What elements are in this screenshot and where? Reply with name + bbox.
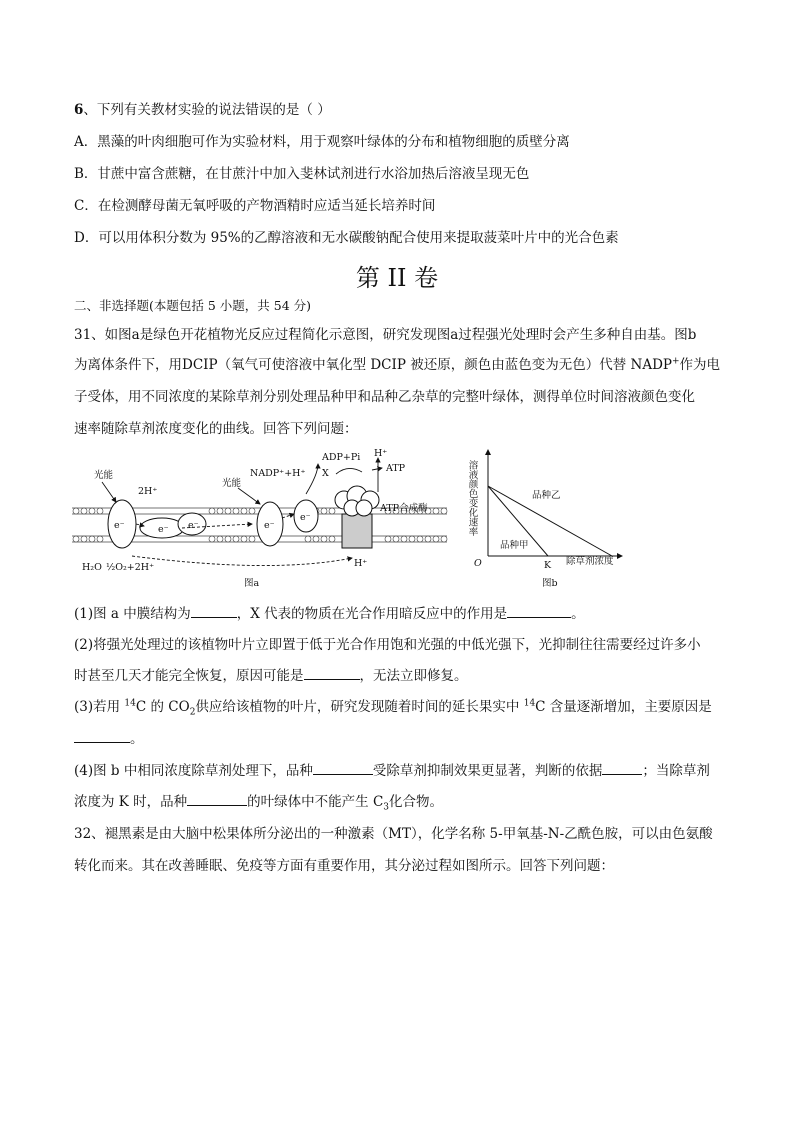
answer-blank-1[interactable]: [191, 603, 237, 618]
answer-blank-5[interactable]: [313, 760, 373, 775]
fig-a-e1: e⁻: [114, 520, 125, 531]
section-title: 第 II 卷: [355, 264, 439, 292]
q31-line2-a: 为离体条件下，用DCIP（氧气可使溶液中氧化型 DCIP 被还原，颜色由蓝色变为无色）代替 NADP: [74, 357, 672, 373]
q31-part3-sup2: 14: [523, 698, 536, 709]
fig-a-atp-synthase: ATP合成酶: [380, 503, 428, 514]
q6-option-c: C．在检测酵母菌无氧呼吸的产物酒精时应适当延长培养时间: [74, 198, 436, 214]
atp-synthase-base: [342, 514, 372, 548]
fig-a-h2o: H₂O: [82, 562, 102, 573]
fig-b-ylabel: 溶液颜色变化速率: [466, 460, 478, 536]
light-arrow-1: [102, 482, 116, 502]
fig-a-e2: e⁻: [158, 524, 169, 535]
q31-part2-b: 时甚至几天才能完全恢复，原因可能是: [74, 668, 304, 684]
atp-arrow: [372, 468, 382, 470]
fig-a-light-1: 光能: [94, 470, 114, 481]
fig-b-series2: 品种甲: [500, 540, 529, 551]
electron-arrow-3: [282, 514, 294, 518]
fig-b-series1: 品种乙: [532, 490, 561, 501]
q6-stem: [74, 100, 331, 120]
q31-line3: 子受体，用不同浓度的某除草剂分别处理品种甲和品种乙杂草的完整叶绿体，测得单位时间溶液颜色变化: [74, 389, 695, 405]
answer-blank-7[interactable]: [187, 791, 247, 806]
q31-line2: [74, 355, 720, 375]
q6-option-d: D．可以用体积分数为 95%的乙醇溶液和无水碳酸钠配合使用来提取菠菜叶片中的光合色素: [74, 230, 619, 246]
q31-part3-b: C 的 CO: [135, 699, 190, 715]
q31-part1-b: ，X 代表的物质在光合作用暗反应中的作用是: [236, 606, 508, 622]
answer-blank-2[interactable]: [507, 603, 571, 618]
fig-a-e3: e⁻: [188, 520, 199, 531]
fig-a-hplus-top: H⁺: [374, 448, 388, 459]
q31-line2-sup: +: [671, 356, 680, 367]
q31-part1-c: 。: [571, 606, 585, 622]
q31-part1-a: (1)图 a 中膜结构为: [74, 606, 191, 622]
q32-line2: 转化而来。其在改善睡眠、免疫等方面有重要作用，其分泌过程如图所示。回答下列问题：: [74, 858, 614, 874]
q31-part4-b: 受除草剂抑制效果更显著，判断的依据: [372, 763, 603, 779]
q31-line4: 速率随除草剂浓度变化的曲线。回答下列问题：: [74, 421, 358, 437]
figure-b: [462, 446, 642, 592]
q31-part1: [74, 603, 585, 624]
answer-blank-3[interactable]: [304, 665, 360, 680]
fig-a-x: X: [322, 468, 329, 479]
answer-blank-6[interactable]: [602, 760, 642, 775]
nadph-arrow: [306, 464, 318, 494]
fig-b-caption: 图b: [542, 578, 558, 589]
fig-b-xlabel: 除草剂浓度: [566, 556, 614, 567]
section-header: 二、非选择题(本题包括 5 小题，共 54 分): [74, 298, 312, 313]
q31-part4-line1: [74, 760, 710, 781]
q31-part2-line2: [74, 665, 468, 686]
answer-blank-4[interactable]: [74, 728, 130, 743]
q31-part3-d: C 含量逐渐增加，主要原因是: [535, 699, 712, 715]
q31-part4-line2: [74, 791, 443, 812]
fig-b-origin: O: [474, 558, 482, 569]
atp-synthase-head-5: [356, 500, 372, 516]
fig-a-atp: ATP: [386, 463, 406, 474]
fig-a-caption: 图a: [244, 578, 260, 589]
q31-line1: 31、如图a是绿色开花植物光反应过程简化示意图，研究发现图a过程强光处理时会产生多种自由基。图b: [74, 327, 697, 343]
q31-part4-f: 化合物。: [389, 794, 444, 810]
q6-option-b: B．甘蔗中富含蔗糖，在甘蔗汁中加入斐林试剂进行水浴加热后溶液呈现无色: [74, 166, 530, 182]
q6-number: 6: [74, 102, 84, 118]
fig-a-adp: ADP+Pi: [322, 452, 361, 463]
fig-a-light-2: 光能: [222, 478, 242, 489]
q6-option-a: A．黑藻的叶肉细胞可作为实验材料，用于观察叶绿体的分布和植物细胞的质壁分离: [74, 134, 570, 150]
q6-stem-text: 、下列有关教材实验的说法错误的是（ ）: [83, 102, 331, 118]
q31-part4-c: ；当除草剂: [642, 763, 710, 779]
q31-part2-line1: (2)将强光处理过的该植物叶片立即置于低于光合作用饱和光强的中低光强下，光抑制往往需要经过许多小: [74, 637, 701, 653]
q31-part3-line1: [74, 697, 712, 717]
q31-part2-c: ，无法立即修复。: [359, 668, 468, 684]
fig-a-e4: e⁻: [264, 520, 275, 531]
q31-part4-sub: 3: [383, 802, 390, 813]
fig-a-nadp: NADP⁺+H⁺: [250, 468, 306, 479]
q31-part4-a: (4)图 b 中相同浓度除草剂处理下，品种: [74, 763, 313, 779]
fig-a-half-o2: ½O₂+2H⁺: [106, 562, 155, 573]
adp-arrow: [336, 468, 362, 474]
q32-line1: 32、褪黑素是由大脑中松果体所分泌出的一种激素（MT），化学名称 5-甲氧基-N-乙酰色胺，可以由色氨酸: [74, 826, 713, 842]
q31-part3-e: 。: [130, 731, 144, 747]
fig-a-e5: e⁻: [300, 512, 311, 523]
fig-a-2h: 2H⁺: [138, 486, 158, 497]
fig-a-hplus-bottom: H⁺: [354, 558, 368, 569]
q31-part3-c: 供应给该植物的叶片，研究发现随着时间的延长果实中: [195, 699, 524, 715]
q31-line2-b: 作为电: [679, 357, 721, 373]
proton-flow-arrow: [132, 556, 352, 566]
q31-part4-d: 浓度为 K 时，品种: [74, 794, 188, 810]
q31-part3-a: (3)若用: [74, 699, 125, 715]
light-arrow-2: [238, 488, 260, 504]
q31-part3-sup1: 14: [124, 698, 136, 709]
q31-part4-e: 的叶绿体中不能产生 C: [247, 794, 384, 810]
q31-part3-line2: [74, 728, 144, 749]
q31-part3-sub: 2: [189, 707, 196, 718]
fig-b-k: K: [544, 560, 552, 571]
figure-a: [72, 444, 452, 592]
